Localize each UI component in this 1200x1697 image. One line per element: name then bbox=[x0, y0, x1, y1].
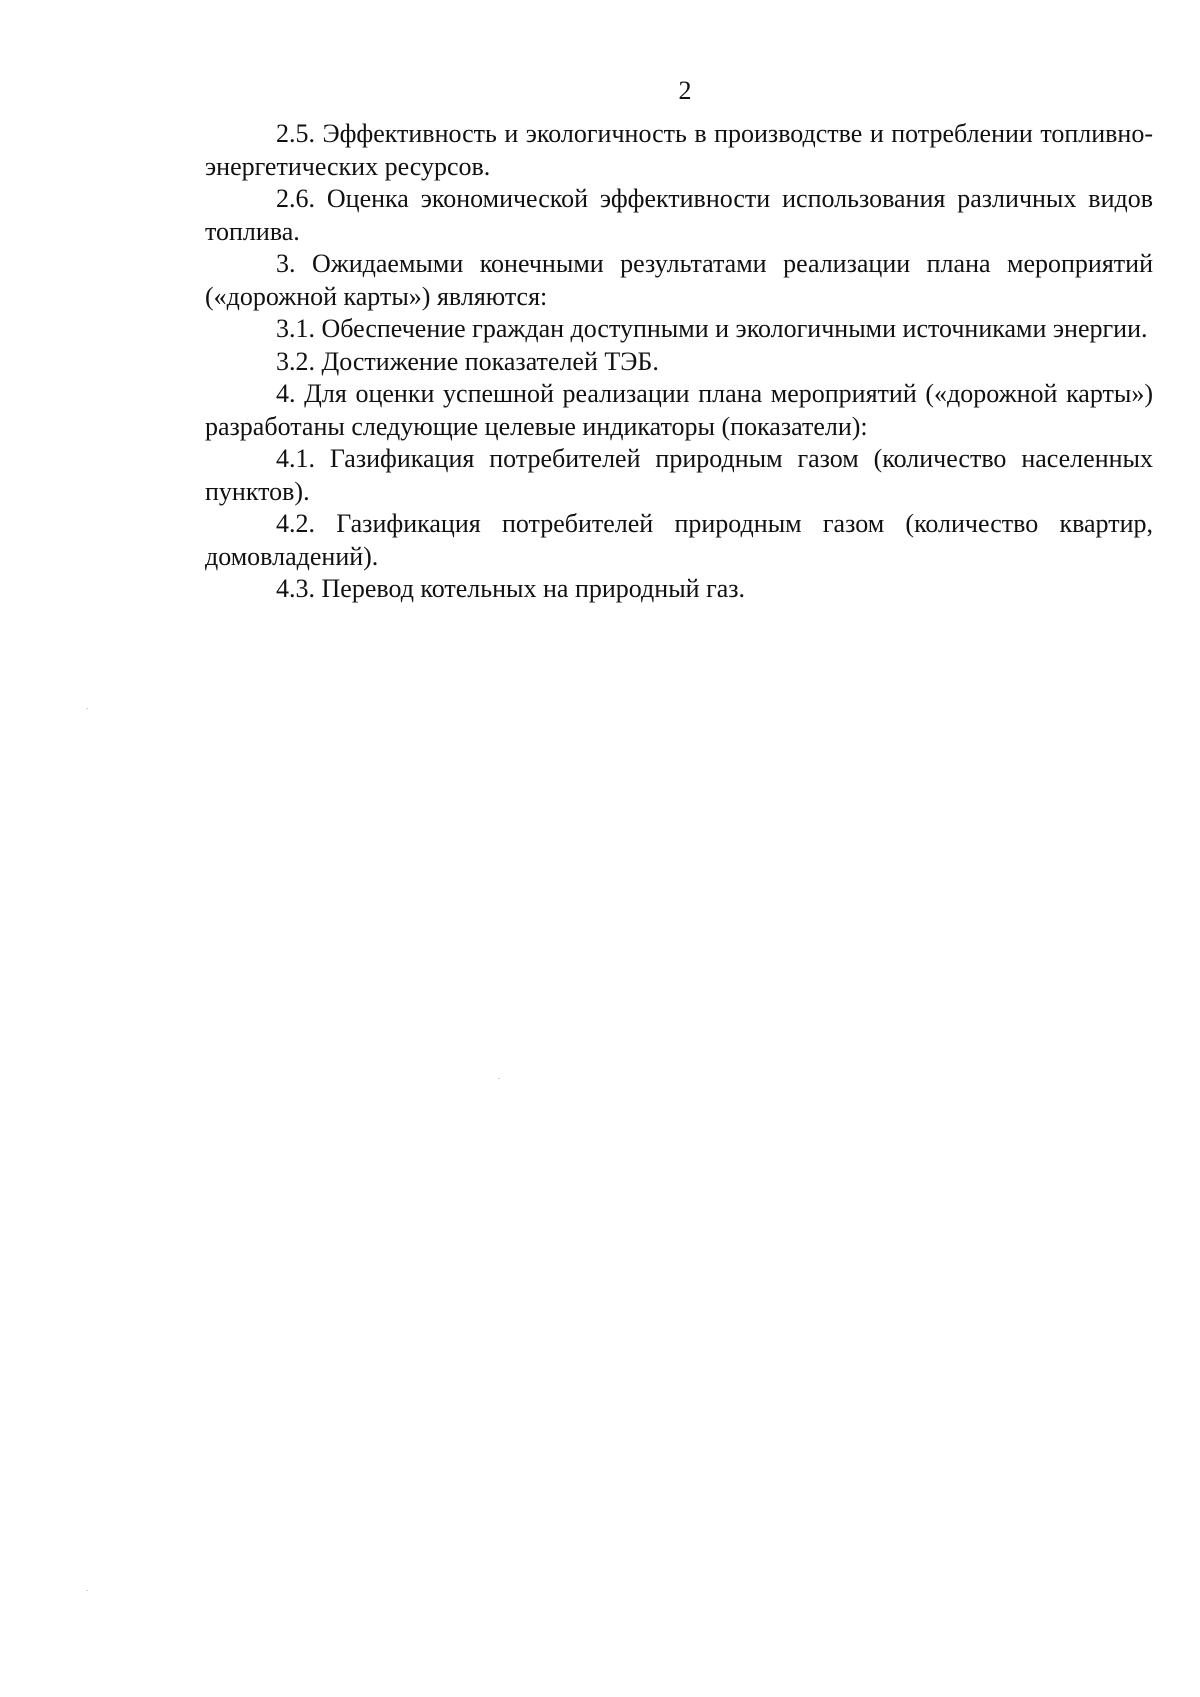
paragraph-3-2: 3.2. Достижение показателей ТЭБ. bbox=[276, 346, 659, 376]
scan-speck bbox=[86, 708, 88, 709]
paragraph-3-1: 3.1. Обеспечение граждан доступными и экологичными источниками энергии. bbox=[276, 314, 1148, 343]
paragraph-2-6: 2.6. Оценка экономической эффективности использования различных видов топлива. bbox=[205, 184, 1153, 246]
page-number: 2 bbox=[678, 76, 692, 105]
paragraph-4-1: 4.1. Газификация потребителей природным газом (количество населенных пунктов). bbox=[205, 444, 1153, 506]
paragraph-4-3: 4.3. Перевод котельных на природный газ. bbox=[276, 574, 746, 603]
paragraph-2-5: 2.5. Эффективность и экологичность в производстве и потреблении топливно-энергетических ресурсов. bbox=[205, 119, 1153, 181]
paragraph-3: 3. Ожидаемыми конечными результатами реализации плана мероприятий («дорожной карты») являются: bbox=[205, 249, 1153, 311]
paragraph-4: 4. Для оценки успешной реализации плана мероприятий («дорожной карты») разработаны следующие целевые индикаторы (показатели): bbox=[205, 379, 1153, 441]
scan-speck bbox=[498, 1078, 500, 1079]
paragraph-4-2: 4.2. Газификация потребителей природным газом (количество квартир, домовладений). bbox=[205, 509, 1153, 571]
document-body bbox=[205, 118, 1153, 606]
scan-speck bbox=[86, 1590, 88, 1591]
